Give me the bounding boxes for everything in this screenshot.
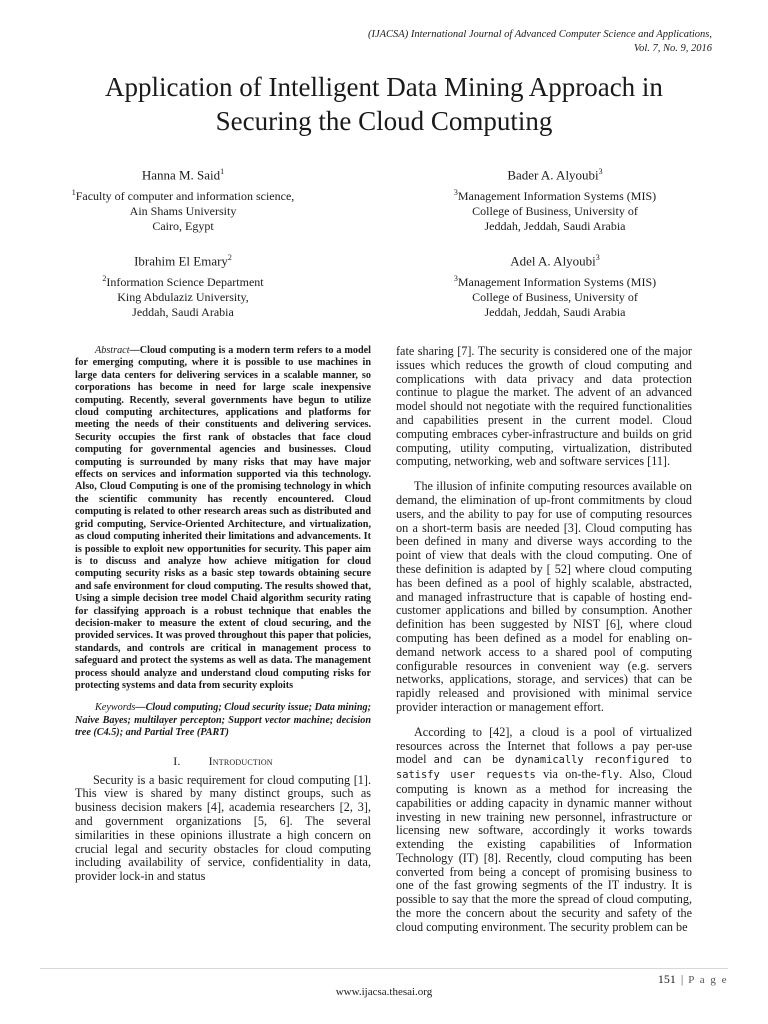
author-block-adel — [390, 250, 720, 320]
author-affiliation-line: Jeddah, Jeddah, Saudi Arabia — [484, 219, 626, 234]
author-affiliation-line: Jeddah, Saudi Arabia — [132, 305, 234, 320]
author-name: Hanna M. Said$^1$ — [141, 167, 225, 183]
author-affiliation: $^2$Information Science Department — [102, 274, 264, 290]
paper-title-line2: Securing the Cloud Computing — [215, 106, 553, 136]
page-word: P a g e — [688, 974, 728, 986]
left-column — [75, 345, 371, 884]
page-number-separator: | — [680, 972, 684, 986]
right-column — [396, 345, 692, 935]
intro-paragraph: Security is a basic requirement for cloud computing [1]. This view is shared by many distinct groups, such as business decision makers [4], academia researchers [2, 3], and government organizations [5, 6]. The several similarities in these opinions illustrate a high concern on crucial legal and security obstacles for cloud computing including availability of service, confidentiality in data, provider lock-in and status — [75, 772, 371, 884]
section-number: I. — [173, 753, 181, 768]
author-block-said — [18, 164, 348, 234]
body-paragraph: According to [42], a cloud is a pool of virtualized resources across the Internet that follows a pay per-use model and can be dynamically reconfigured to satisfy user requests via on-the-fly. Also, Cloud computing is known as a method for increasing the capabilities or adding capacity in dynamic manner without investing in new training new personnel, infrastructure or licensing new software, accordingly it works towards extending the existing capabilities of Information Technology (IT) [8]. Recently, cloud computing has been converted from being a concept of promising business to one of the fast growing segments of the IT industry. It is possible to say that the more the spread of cloud computing, the more the concern about the security and safety of the cloud computing environment. The security problem can be — [396, 724, 692, 934]
paper-title — [40, 70, 728, 138]
page-number — [658, 972, 728, 987]
author-affiliation: $^3$Management Information Systems (MIS) — [453, 274, 657, 290]
section-heading-introduction — [75, 754, 371, 769]
journal-volume: Vol. 7, No. 9, 2016 — [633, 42, 712, 54]
body-paragraph: The illusion of infinite computing resources available on demand, the elimination of up-front commitments by cloud users, and the ability to pay for use of computing resources on a short-term basis are needed [3]. Cloud computing has been defined in many and diverse ways according to the point of view that deals with the cloud computing. One of these definition is adapted by [ 52] where cloud computing has been defined as a pool of highly scalable, abstracted, and managed infrastructure that is capable of hosting end-customer applications and billed by consumption. Another definition has been suggested by NIST [6], where cloud computing has been defined as a model for enabling on-demand network access to a shared pool of computing configurable resources in convenient way (e.g. servers networks, applications, storage, and services) that can be rapidly released and provisioned with minimal service provider interaction or management effort. — [396, 479, 692, 714]
keywords-body: —Cloud computing; Cloud security issue; Data mining; Naive Bayes; multilayer percepton; Support vector machine; decision tree (C4.5); and Partial Tree (PART) — [75, 702, 371, 739]
page-number-value: 151 — [657, 972, 676, 986]
author-block-bader — [390, 164, 720, 234]
abstract — [75, 345, 371, 692]
author-block-emary — [18, 250, 348, 320]
body-paragraph: fate sharing [7]. The security is considered one of the major issues which reduces the growth of cloud computing and complications with data privacy and data protection continue to plague the market. The advent of an advanced model should not negotiate with the required functionalities and capabilities present in the current model. Cloud computing embraces cyber-infrastructure and builds on grid computing, utility computing, virtualization, distributed computing, networking, web and software services [11]. — [396, 344, 692, 469]
author-affiliation: $^3$Management Information Systems (MIS) — [453, 188, 657, 204]
monospace-run: fly — [600, 769, 620, 782]
author-affiliation-line: College of Business, University of — [472, 290, 638, 305]
journal-name: (IJACSA) International Journal of Advanced Computer Science and Applications, — [367, 29, 712, 40]
author-affiliation-line: King Abdulaziz University, — [117, 290, 249, 305]
journal-url: www.ijacsa.thesai.org — [335, 986, 433, 998]
author-affiliation-line: Jeddah, Jeddah, Saudi Arabia — [484, 305, 626, 320]
author-affiliation-line: Cairo, Egypt — [152, 219, 214, 234]
author-name: Bader A. Alyoubi$^3$ — [507, 167, 603, 183]
paper-title-line1: Application of Intelligent Data Mining Approach in — [105, 72, 663, 102]
journal-header — [292, 28, 712, 55]
keywords — [75, 702, 371, 739]
author-name: Ibrahim El Emary$^2$ — [134, 253, 232, 269]
keywords-label: Keywords — [95, 702, 136, 714]
author-affiliation-line: Ain Shams University — [129, 204, 237, 219]
abstract-body: —Cloud computing is a modern term refers to a model for emerging computing, where it is possible to use machines in large data centers for delivering services in a scalable manner, so corporations has become in need for large scale inexpensive computing. Recently, several governments have begun to utilize cloud computing architectures, applications and platforms for meeting the needs of their constituents and delivering services. Security occupies the first rank of obstacles that face cloud computing for governmental agencies and businesses. Cloud computing is surrounded by many risks that may have major effects on services and information supported via this technology. Also, Cloud Computing is one of the promising technology in which the scientific community has recently encountered. Cloud computing is related to other research areas such as distributed and grid computing, Service-Oriented Architecture, and virtualization, as cloud computing inherited their limitations and advancements. It is possible to exploit new opportunities for security. This paper aim is to discuss and analyze how achieve mitigation for cloud computing security risks as a basic step towards obtaining secure and safe environment for cloud computing. The results showed that, Using a simple decision tree model Chaid algorithm security rating for classifying approach is a robust technique that enables the decision-maker to measure the extent of cloud securing, and the provided services. It was proved throughout this paper that policies, standards, and controls are critical in management process to safeguard and protect the systems as well as data. The management process should analyze and understand cloud computing risks for protecting systems and data from security exploits — [75, 345, 371, 691]
author-affiliation: $^1$Faculty of computer and information science, — [71, 188, 295, 204]
author-affiliation-line: College of Business, University of — [472, 204, 638, 219]
section-title: Introduction — [208, 753, 273, 768]
footer-divider — [40, 968, 728, 969]
author-name: Adel A. Alyoubi$^3$ — [510, 253, 600, 269]
monospace-run: and can be dynamically reconfigured to satisfy user requests — [396, 754, 692, 782]
abstract-label: Abstract — [95, 345, 130, 356]
